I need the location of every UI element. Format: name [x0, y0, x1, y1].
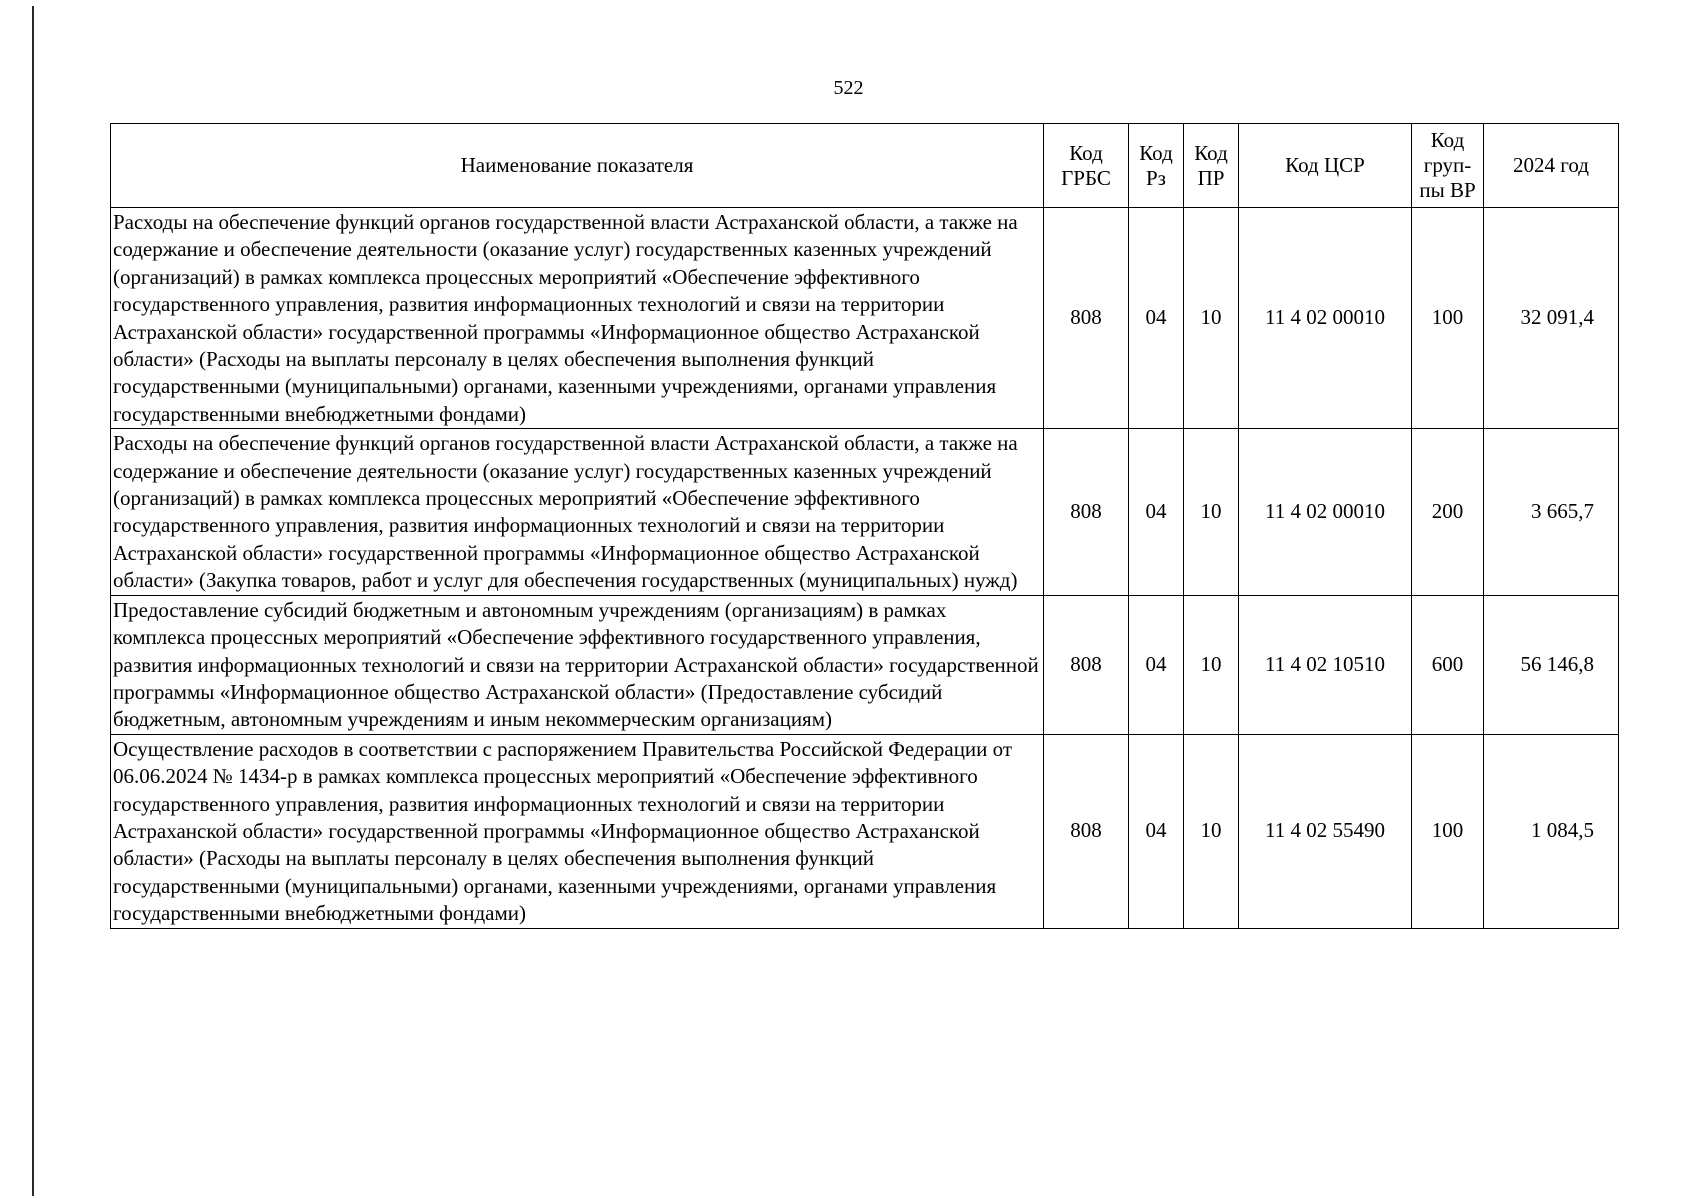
row-pr: 10 [1184, 595, 1239, 734]
row-name: Расходы на обеспечение функций органов государственной власти Астраханской области, а также на содержание и обеспечение деятельности (оказание услуг) государственных казенных учреждений (организаций) в рамках комплекса процессных мероприятий «Обеспечение эффективного государственного управления, развития информационных технологий и связи на территории Астраханской области» государственной программы «Информационное общество Астраханской области» (Расходы на выплаты персоналу в целях обеспечения выполнения функций государственными (муниципальными) органами, казенными учреждениями, органами управления государственными внебюджетными фондами) [111, 208, 1044, 429]
header-grbs: Код ГРБС [1044, 124, 1129, 208]
row-name: Осуществление расходов в соответствии с распоряжением Правительства Российской Федерации от 06.06.2024 № 1434-р в рамках комплекса процессных мероприятий «Обеспечение эффективного государственного управления, развития информационных технологий и связи на территории Астраханской области» государственной программы «Информационное общество Астраханской области» (Расходы на выплаты персоналу в целях обеспечения выполнения функций государственными (муниципальными) органами, казенными учреждениями, органами управления государственными внебюджетными фондами) [111, 734, 1044, 928]
header-year: 2024 год [1484, 124, 1619, 208]
header-name: Наименование показателя [111, 124, 1044, 208]
row-amount: 1 084,5 [1484, 734, 1619, 928]
row-vr: 100 [1412, 734, 1484, 928]
table-row [111, 429, 1619, 595]
row-rz: 04 [1129, 429, 1184, 595]
row-pr: 10 [1184, 208, 1239, 429]
row-vr: 100 [1412, 208, 1484, 429]
table-header-row [111, 124, 1619, 208]
table-row [111, 595, 1619, 734]
row-pr: 10 [1184, 734, 1239, 928]
row-rz: 04 [1129, 734, 1184, 928]
row-grbs: 808 [1044, 429, 1129, 595]
row-name: Расходы на обеспечение функций органов государственной власти Астраханской области, а также на содержание и обеспечение деятельности (оказание услуг) государственных казенных учреждений (организаций) в рамках комплекса процессных мероприятий «Обеспечение эффективного государственного управления, развития информационных технологий и связи на территории Астраханской области» государственной программы «Информационное общество Астраханской области» (Закупка товаров, работ и услуг для обеспечения государственных (муниципальных) нужд) [111, 429, 1044, 595]
row-amount: 32 091,4 [1484, 208, 1619, 429]
header-vr: Код груп-пы ВР [1412, 124, 1484, 208]
row-grbs: 808 [1044, 734, 1129, 928]
header-pr: Код ПР [1184, 124, 1239, 208]
row-grbs: 808 [1044, 595, 1129, 734]
row-vr: 200 [1412, 429, 1484, 595]
header-rz: Код Рз [1129, 124, 1184, 208]
budget-table [110, 123, 1619, 929]
row-grbs: 808 [1044, 208, 1129, 429]
row-pr: 10 [1184, 429, 1239, 595]
page-number: 522 [833, 77, 864, 99]
header-csr: Код ЦСР [1239, 124, 1412, 208]
table-row [111, 734, 1619, 928]
row-amount: 3 665,7 [1484, 429, 1619, 595]
row-rz: 04 [1129, 595, 1184, 734]
table-row [111, 208, 1619, 429]
scan-edge-line [32, 6, 34, 1196]
row-amount: 56 146,8 [1484, 595, 1619, 734]
row-csr: 11 4 02 55490 [1239, 734, 1412, 928]
row-csr: 11 4 02 00010 [1239, 208, 1412, 429]
row-csr: 11 4 02 10510 [1239, 595, 1412, 734]
row-csr: 11 4 02 00010 [1239, 429, 1412, 595]
row-name: Предоставление субсидий бюджетным и автономным учреждениям (организациям) в рамках комплекса процессных мероприятий «Обеспечение эффективного государственного управления, развития информационных технологий и связи на территории Астраханской области» государственной программы «Информационное общество Астраханской области» (Предоставление субсидий бюджетным, автономным учреждениям и иным некоммерческим организациям) [111, 595, 1044, 734]
row-vr: 600 [1412, 595, 1484, 734]
row-rz: 04 [1129, 208, 1184, 429]
